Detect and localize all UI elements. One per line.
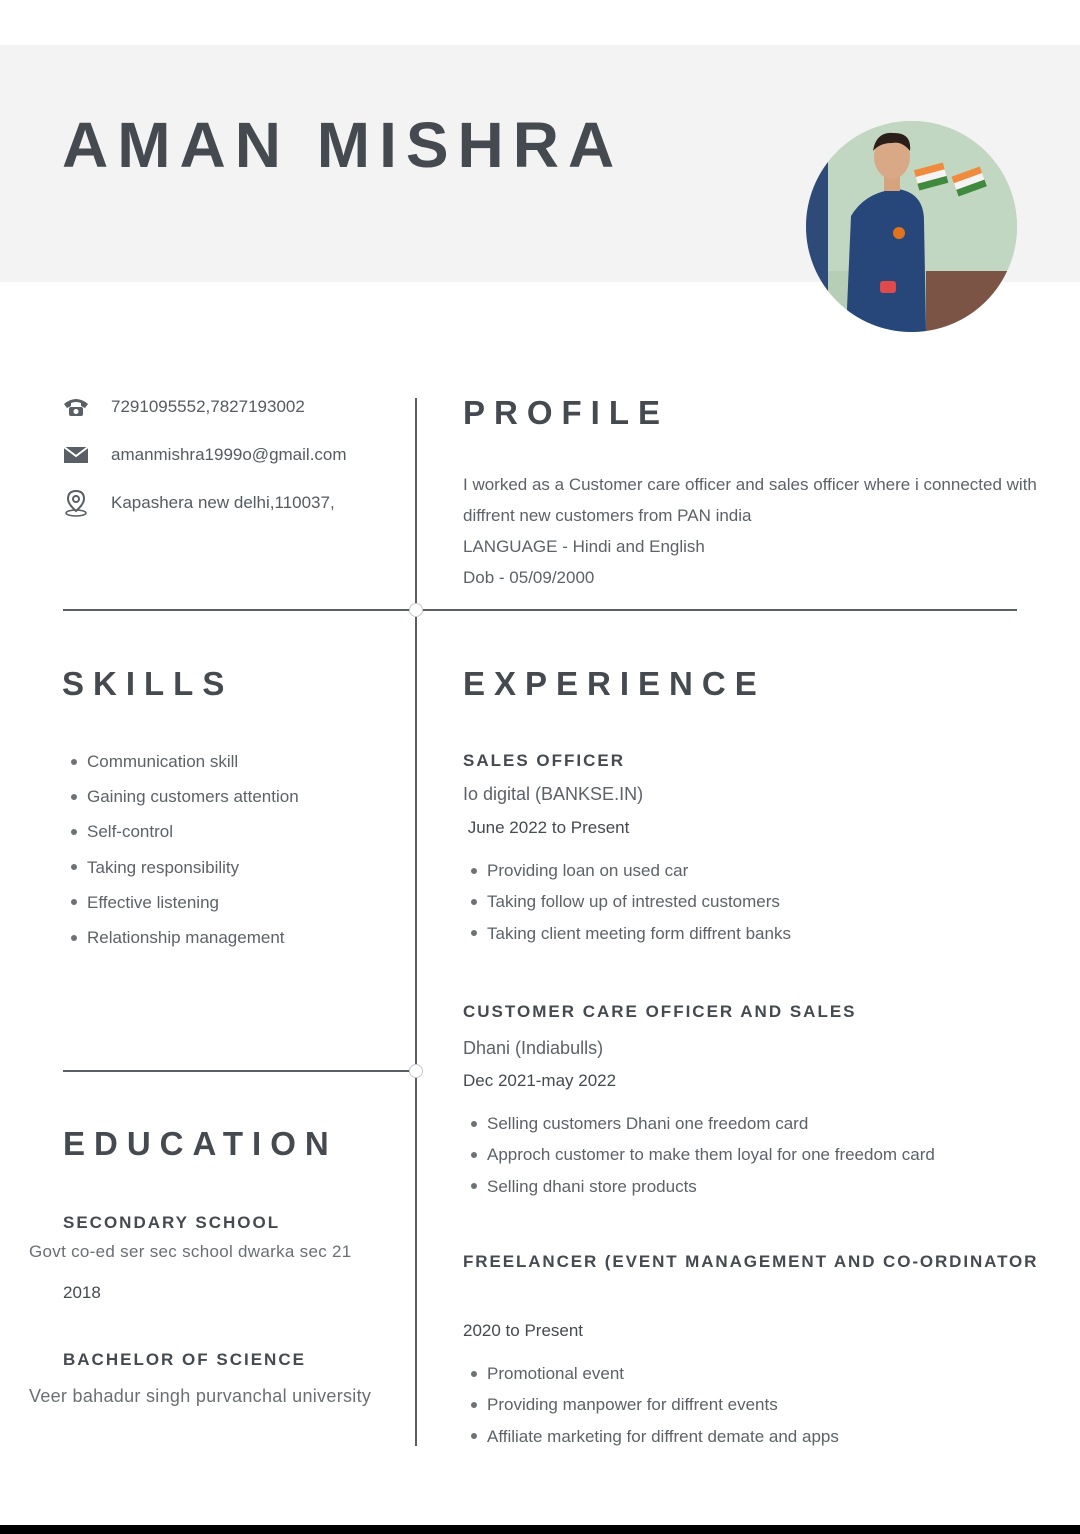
email-text: amanmishra1999o@gmail.com: [111, 445, 347, 464]
resume-name: AMAN MISHRA: [62, 109, 624, 181]
job-bullet: Promotional event: [463, 1358, 839, 1389]
job-title: SALES OFFICER: [463, 751, 626, 770]
job-bullet: Selling customers Dhani one freedom card: [463, 1108, 935, 1139]
contact-address: [62, 488, 335, 518]
education-year: 2018: [63, 1283, 101, 1302]
profile-text: I worked as a Customer care officer and sales officer where i connected with diffrent new customers from PAN india: [463, 475, 1037, 525]
skills-list: [63, 744, 299, 955]
job-bullet: Selling dhani store products: [463, 1171, 935, 1202]
profile-heading: PROFILE: [463, 394, 670, 431]
skill-item: Relationship management: [63, 920, 299, 955]
profile-divider: [63, 609, 1017, 611]
profile-photo: [806, 121, 1017, 332]
contact-email: [62, 440, 347, 470]
job-bullet: Approch customer to make them loyal for one freedom card: [463, 1139, 935, 1170]
address-text: Kapashera new delhi,110037,: [111, 493, 335, 512]
job-bullet: Providing manpower for diffrent events: [463, 1389, 839, 1420]
divider-node: [409, 1064, 423, 1078]
envelope-icon: [62, 441, 90, 469]
education-degree: SECONDARY SCHOOL: [63, 1213, 281, 1232]
job-bullet: Providing loan on used car: [463, 855, 791, 886]
job-bullets: [463, 1358, 839, 1452]
skill-item: Taking responsibility: [63, 850, 299, 885]
skill-item: Self-control: [63, 814, 299, 849]
skill-item: Gaining customers attention: [63, 779, 299, 814]
job-bullet: Taking client meeting form diffrent banks: [463, 918, 791, 949]
job-dates: Dec 2021-may 2022: [463, 1071, 617, 1090]
divider-node: [409, 603, 423, 617]
job-company: Dhani (Indiabulls): [463, 1038, 604, 1058]
job-bullets: [463, 1108, 935, 1202]
job-dates: 2020 to Present: [463, 1321, 584, 1340]
experience-heading: EXPERIENCE: [463, 665, 766, 702]
education-degree: BACHELOR OF SCIENCE: [63, 1350, 306, 1369]
contact-phone: [62, 392, 305, 422]
job-bullets: [463, 855, 791, 949]
bottom-edge-bar: [0, 1525, 1080, 1534]
skills-heading: SKILLS: [62, 665, 234, 702]
job-title: CUSTOMER CARE OFFICER AND SALES: [463, 1002, 857, 1021]
job-dates: June 2022 to Present: [463, 818, 630, 837]
job-bullet: Affiliate marketing for diffrent demate and apps: [463, 1421, 839, 1452]
job-company: Io digital (BANKSE.IN): [463, 784, 644, 804]
phone-icon: [62, 393, 90, 421]
job-title: FREELANCER (EVENT MANAGEMENT AND CO-ORDINATOR: [463, 1252, 1039, 1271]
phone-text: 7291095552,7827193002: [111, 397, 305, 416]
skill-item: Effective listening: [63, 885, 299, 920]
education-school: Veer bahadur singh purvanchal university: [29, 1386, 372, 1406]
location-pin-icon: [62, 489, 90, 517]
profile-dob: Dob - 05/09/2000: [463, 568, 595, 587]
job-bullet: Taking follow up of intrested customers: [463, 886, 791, 917]
profile-language: LANGUAGE - Hindi and English: [463, 537, 705, 556]
skill-item: Communication skill: [63, 744, 299, 779]
education-heading: EDUCATION: [63, 1125, 338, 1162]
skills-divider: [63, 1070, 415, 1072]
vertical-divider: [415, 398, 417, 1446]
education-school: Govt co-ed ser sec school dwarka sec 21: [29, 1242, 352, 1261]
